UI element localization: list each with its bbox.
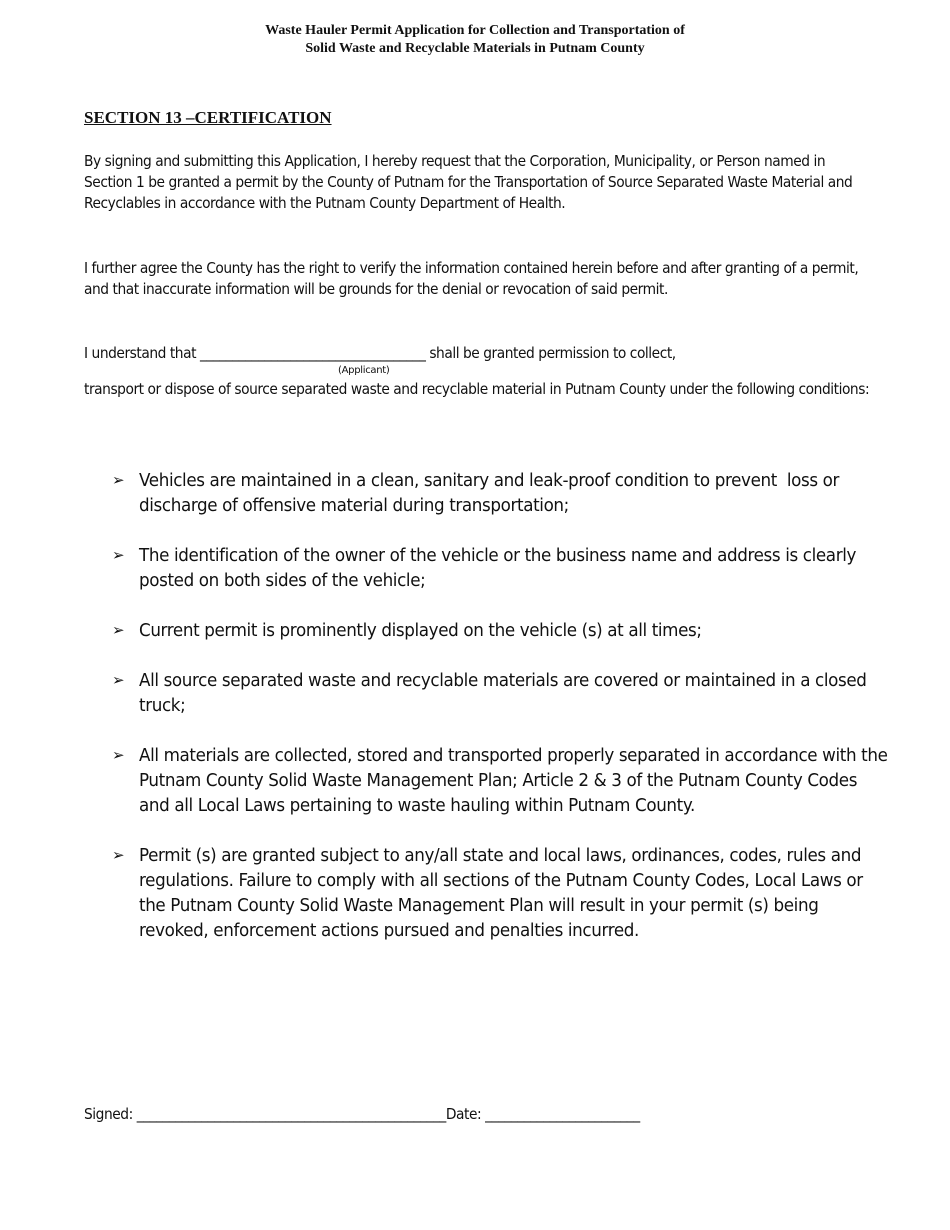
arrow-bullet-icon: ➢ xyxy=(112,621,125,639)
signature-row xyxy=(84,1104,640,1125)
request-paragraph: By signing and submitting this Application, I hereby request that the Corporation, Municipality, or Person named in Section 1 be granted a permit by the County of Putnam for the Transportation of Source Separated Waste Material and Recyclables in accordance with the Putnam County Department of Health. xyxy=(84,152,853,212)
signed-label: Signed: xyxy=(84,1105,133,1123)
verification-paragraph: I further agree the County has the right to verify the information contained herein before and after granting of a permit, and that inaccurate information will be grounds for the denial or revocation of said permit. xyxy=(84,259,859,298)
arrow-bullet-icon: ➢ xyxy=(112,471,125,489)
arrow-bullet-icon: ➢ xyxy=(112,546,125,564)
condition-item xyxy=(112,843,902,943)
applicant-label: (Applicant) xyxy=(338,365,390,376)
condition-text: The identification of the owner of the vehicle or the business name and address is clearly posted on both sides of the vehicle; xyxy=(139,545,857,591)
condition-item xyxy=(112,618,902,643)
arrow-bullet-icon: ➢ xyxy=(112,671,125,689)
applicant-statement xyxy=(84,343,676,364)
date-label: Date: xyxy=(445,1105,482,1123)
condition-text: All materials are collected, stored and transported properly separated in accordance with the Putnam County Solid Waste Management Plan; Article 2 & 3 of the Putnam County Codes and all Local Laws pertaining to waste hauling within Putnam County. xyxy=(139,745,888,816)
document-header xyxy=(0,22,950,58)
condition-text: Permit (s) are granted subject to any/all state and local laws, ordinances, codes, rules and regulations. Failure to comply with all sections of the Putnam County Codes, Local Laws or the Putnam County Solid Waste Management Plan will result in your permit (s) being revoked, enforcement actions pursued and penalties incurred. xyxy=(139,845,863,941)
arrow-bullet-icon: ➢ xyxy=(112,846,125,864)
condition-item xyxy=(112,668,902,718)
conditions-intro-paragraph: transport or dispose of source separated waste and recyclable material in Putnam County under the following conditions: xyxy=(84,380,870,398)
signature-field[interactable]: ________________________________________________ xyxy=(136,1105,446,1123)
section-title: SECTION 13 –CERTIFICATION xyxy=(84,108,332,127)
condition-item xyxy=(112,468,902,518)
understand-suffix: shall be granted permission to collect, xyxy=(429,344,676,362)
condition-text: Current permit is prominently displayed on the vehicle (s) at all times; xyxy=(139,620,702,641)
condition-text: Vehicles are maintained in a clean, sanitary and leak-proof condition to prevent loss or discharge of offensive material during transportation; xyxy=(139,470,840,516)
header-line-1: Waste Hauler Permit Application for Collection and Transportation of xyxy=(265,23,685,38)
understand-prefix: I understand that xyxy=(84,344,197,362)
date-field[interactable]: ________________________ xyxy=(485,1105,640,1123)
arrow-bullet-icon: ➢ xyxy=(112,746,125,764)
applicant-name-field[interactable]: ___________________________________ xyxy=(199,344,426,362)
condition-item xyxy=(112,543,902,593)
condition-item xyxy=(112,743,902,818)
conditions-list xyxy=(112,468,902,968)
header-line-2: Solid Waste and Recyclable Materials in Putnam County xyxy=(305,41,645,56)
condition-text: All source separated waste and recyclable materials are covered or maintained in a closed truck; xyxy=(139,670,867,716)
